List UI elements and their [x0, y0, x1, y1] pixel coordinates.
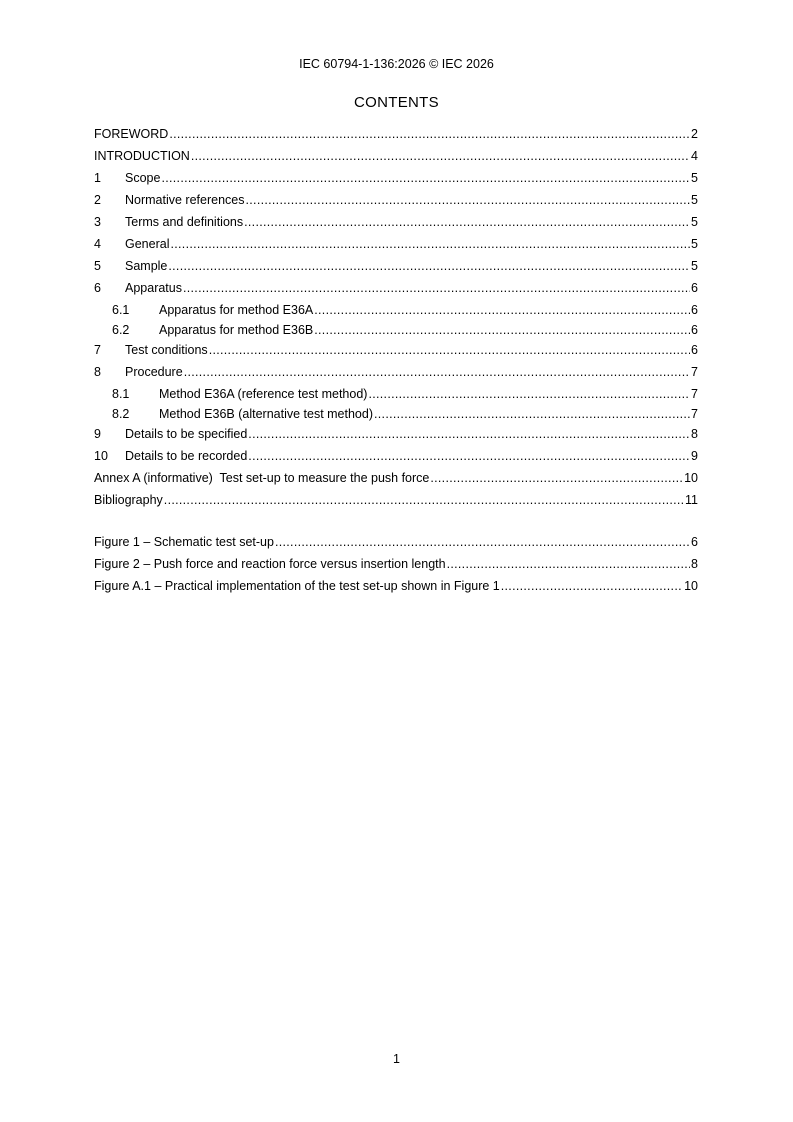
toc-entry-apparatus-e36a[interactable]: [94, 303, 698, 323]
toc-entry-label: Terms and definitions: [125, 215, 244, 229]
page-number: 1: [393, 1052, 400, 1066]
toc-entry-number: 3: [94, 215, 101, 229]
toc-entry-foreword[interactable]: [94, 127, 698, 149]
toc-entry-label: Details to be recorded: [125, 449, 248, 463]
figure-entry-2[interactable]: [94, 557, 698, 579]
toc-entry-sample[interactable]: [94, 259, 698, 281]
dot-leader: [447, 557, 690, 572]
toc-entry-bibliography[interactable]: [94, 493, 698, 515]
toc-entry-page: 5: [691, 215, 698, 229]
toc-entry-number: 10: [94, 449, 108, 463]
toc-entry-introduction[interactable]: [94, 149, 698, 171]
dot-leader: [191, 149, 690, 164]
figure-entry-page: 10: [684, 579, 698, 593]
toc-entry-normative-references[interactable]: [94, 193, 698, 215]
toc-entry-label: Sample: [125, 259, 168, 273]
toc-entry-number: 2: [94, 193, 101, 207]
toc-entry-page: 5: [691, 237, 698, 251]
dot-leader: [430, 471, 683, 486]
toc-entry-number: 6: [94, 281, 101, 295]
dot-leader: [374, 407, 690, 422]
toc-entry-number: 8: [94, 365, 101, 379]
toc-entry-number: 8.1: [112, 387, 130, 401]
toc-entry-label: Scope: [125, 171, 161, 185]
dot-leader: [501, 579, 683, 594]
figure-entry-a1[interactable]: [94, 579, 698, 601]
dot-leader: [209, 343, 690, 358]
toc-entry-page: 10: [684, 471, 698, 485]
toc-entry-page: 8: [691, 427, 698, 441]
toc-entry-number: 8.2: [112, 407, 130, 421]
figure-entry-1[interactable]: [94, 535, 698, 557]
dot-leader: [170, 237, 690, 252]
toc-entry-test-conditions[interactable]: [94, 343, 698, 365]
list-of-figures: [94, 535, 698, 601]
toc-entry-page: 5: [691, 193, 698, 207]
table-of-contents: [94, 127, 698, 515]
toc-entry-label: Procedure: [125, 365, 183, 379]
toc-entry-label: General: [125, 237, 170, 251]
toc-entry-page: 5: [691, 259, 698, 273]
toc-entry-label: Annex A (informative) Test set-up to measure the push force: [94, 471, 430, 485]
toc-entry-details-recorded[interactable]: [94, 449, 698, 471]
toc-entry-procedure[interactable]: [94, 365, 698, 387]
dot-leader: [248, 449, 690, 464]
dot-leader: [244, 215, 690, 230]
toc-entry-page: 6: [691, 343, 698, 357]
toc-entry-annex-a[interactable]: [94, 471, 698, 493]
dot-leader: [168, 259, 690, 274]
toc-entry-number: 5: [94, 259, 101, 273]
dot-leader: [246, 193, 691, 208]
figure-entry-page: 8: [691, 557, 698, 571]
toc-entry-page: 2: [691, 127, 698, 141]
toc-entry-label: Test conditions: [125, 343, 208, 357]
dot-leader: [275, 535, 690, 550]
toc-entry-page: 5: [691, 171, 698, 185]
dot-leader: [164, 493, 684, 508]
contents-title: CONTENTS: [354, 94, 439, 111]
toc-entry-number: 6.1: [112, 303, 130, 317]
toc-entry-label: Apparatus: [125, 281, 182, 295]
toc-entry-page: 7: [691, 387, 698, 401]
toc-entry-method-e36b[interactable]: [94, 407, 698, 427]
toc-entry-page: 6: [691, 303, 698, 317]
document-header: IEC 60794-1-136:2026 © IEC 2026: [299, 57, 494, 71]
toc-entry-terms-definitions[interactable]: [94, 215, 698, 237]
toc-entry-number: 1: [94, 171, 101, 185]
dot-leader: [314, 303, 690, 318]
toc-entry-number: 7: [94, 343, 101, 357]
dot-leader: [183, 281, 690, 296]
figure-entry-label: Figure A.1 – Practical implementation of the test set-up shown in Figure 1: [94, 579, 500, 593]
toc-entry-label: Bibliography: [94, 493, 163, 507]
toc-entry-method-e36a[interactable]: [94, 387, 698, 407]
dot-leader: [248, 427, 690, 442]
toc-entry-label: Apparatus for method E36B: [159, 323, 314, 337]
toc-entry-number: 4: [94, 237, 101, 251]
toc-entry-number: 9: [94, 427, 101, 441]
toc-entry-page: 6: [691, 281, 698, 295]
toc-entry-page: 7: [691, 365, 698, 379]
toc-entry-label: Details to be specified: [125, 427, 248, 441]
toc-entry-page: 7: [691, 407, 698, 421]
toc-entry-label: FOREWORD: [94, 127, 169, 141]
dot-leader: [314, 323, 690, 338]
toc-entry-label: Method E36B (alternative test method): [159, 407, 374, 421]
dot-leader: [184, 365, 690, 380]
toc-entry-label: Normative references: [125, 193, 245, 207]
toc-entry-page: 4: [691, 149, 698, 163]
toc-entry-label: Method E36A (reference test method): [159, 387, 368, 401]
toc-entry-apparatus-e36b[interactable]: [94, 323, 698, 343]
figure-entry-label: Figure 1 – Schematic test set-up: [94, 535, 274, 549]
toc-entry-apparatus[interactable]: [94, 281, 698, 303]
toc-entry-label: INTRODUCTION: [94, 149, 190, 163]
dot-leader: [161, 171, 690, 186]
toc-entry-details-specified[interactable]: [94, 427, 698, 449]
toc-entry-page: 11: [685, 493, 698, 507]
toc-entry-number: 6.2: [112, 323, 130, 337]
toc-entry-page: 9: [691, 449, 698, 463]
toc-entry-scope[interactable]: [94, 171, 698, 193]
dot-leader: [368, 387, 690, 402]
figure-entry-label: Figure 2 – Push force and reaction force versus insertion length: [94, 557, 446, 571]
toc-entry-general[interactable]: [94, 237, 698, 259]
toc-entry-label: Apparatus for method E36A: [159, 303, 314, 317]
toc-entry-page: 6: [691, 323, 698, 337]
figure-entry-page: 6: [691, 535, 698, 549]
dot-leader: [169, 127, 690, 142]
